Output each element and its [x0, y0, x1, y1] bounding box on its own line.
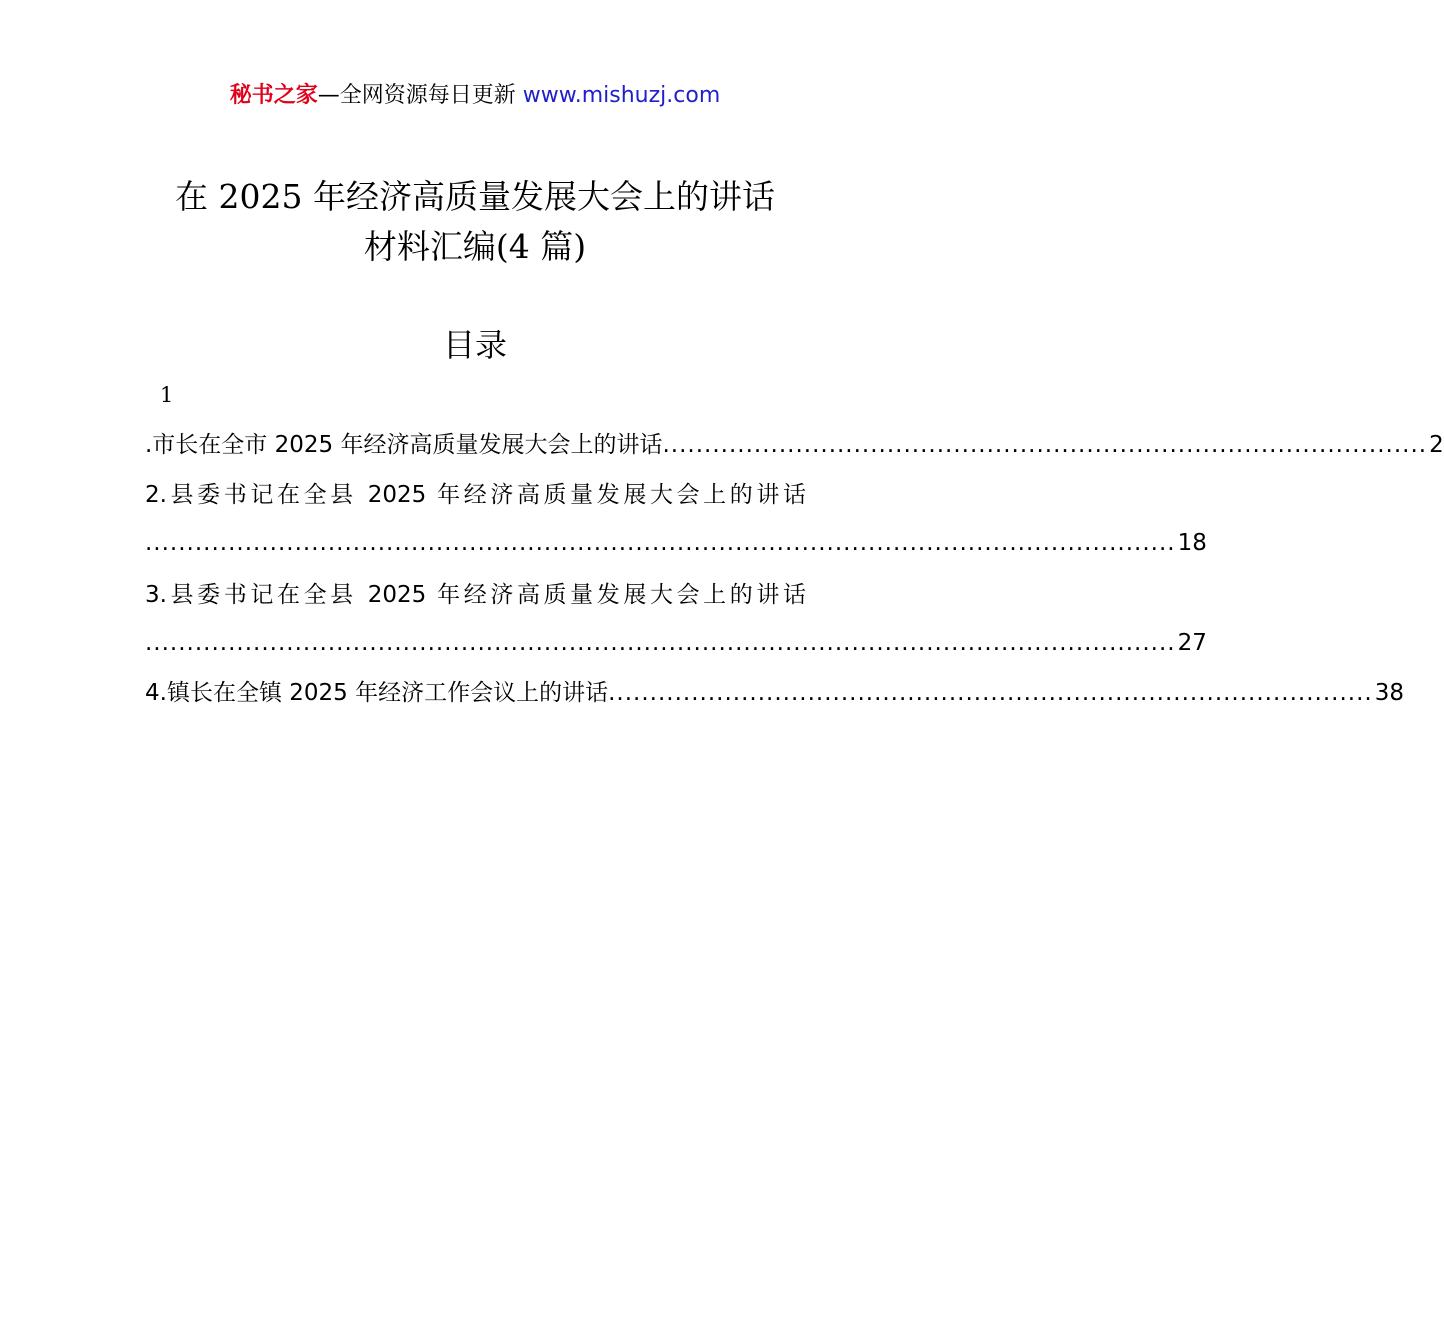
toc-leader-dots: ............................................................................................ [608, 680, 1373, 706]
toc-leader-dots: ............................................................................................................................ [145, 630, 1176, 656]
toc-entry-title: 2.县委书记在全县 2025 年经济高质量发展大会上的讲话 [145, 482, 806, 508]
toc-leader-dots: ............................................................................................ [662, 432, 1428, 458]
site-url-link[interactable]: www.mishuzj.com [522, 83, 721, 108]
document-title-line-2: 材料汇编(4 篇) [363, 227, 587, 266]
toc-stray-number: 1 [160, 383, 174, 407]
toc-entry-1[interactable] [145, 428, 1444, 462]
document-title-line-1: 在 2025 年经济高质量发展大会上的讲话 [175, 177, 775, 216]
toc-entry-2-continuation [145, 526, 1207, 560]
brand-name: 秘书之家 [229, 83, 318, 108]
toc-entry-2[interactable] [145, 478, 806, 512]
site-banner [0, 80, 950, 112]
toc-leader-dots: ............................................................................................................................ [145, 530, 1176, 556]
banner-dash: — [317, 83, 340, 108]
toc-entry-page: 38 [1374, 680, 1405, 706]
toc-entry-title: .市长在全市 2025 年经济高质量发展大会上的讲话 [145, 432, 663, 458]
toc-heading: 目录 [442, 326, 507, 364]
toc-entry-3[interactable] [145, 578, 806, 612]
toc-entry-title: 3.县委书记在全县 2025 年经济高质量发展大会上的讲话 [145, 582, 806, 608]
toc-entry-page: 18 [1177, 530, 1207, 556]
toc-entry-page: 27 [1177, 630, 1207, 656]
toc-entry-4[interactable] [145, 676, 1405, 710]
banner-tagline: 全网资源每日更新 [339, 83, 516, 108]
toc-entry-3-continuation [145, 626, 1207, 660]
toc-entry-page: 2 [1429, 432, 1444, 458]
toc-entry-title: 4.镇长在全镇 2025 年经济工作会议上的讲话 [145, 680, 609, 706]
